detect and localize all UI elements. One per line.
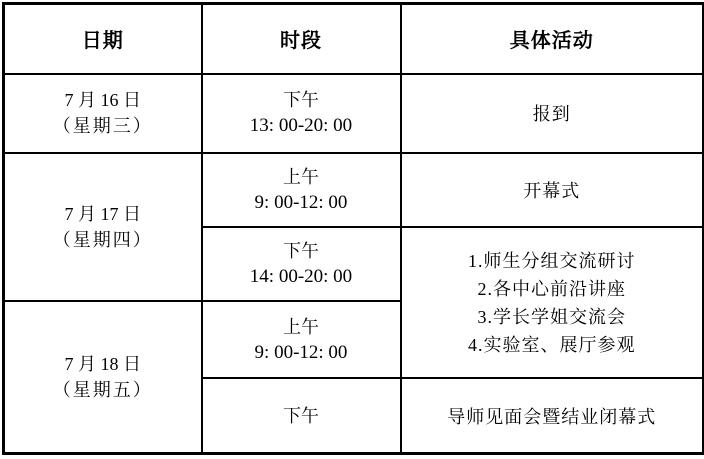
- activity-closing-label: 导师见面会暨结业闭幕式: [447, 406, 657, 427]
- date-jul18-line2: （星期五）: [52, 380, 153, 401]
- date-jul18-line1: 7 月 18 日: [64, 354, 141, 375]
- time-cell-jul16-pm: [202, 74, 401, 153]
- time-jul18-am-label: 上午: [283, 316, 319, 337]
- time-jul17-pm-label: 下午: [283, 241, 319, 262]
- activity-opening-label: 开幕式: [523, 180, 581, 201]
- row-jul16: [4, 74, 704, 153]
- header-date: 日期: [4, 4, 202, 74]
- activity-cell-closing: [401, 378, 704, 453]
- header-row: [4, 4, 704, 74]
- activity-item-4: 4.实验室、展厅参观: [468, 334, 636, 355]
- time-jul16-pm-range: 13: 00-20: 00: [249, 115, 353, 137]
- activity-item-1: 1.师生分组交流研讨: [468, 250, 636, 271]
- time-cell-jul18-am: [202, 301, 401, 378]
- date-jul16-line1: 7 月 16 日: [64, 90, 141, 111]
- date-jul17-line1: 7 月 17 日: [64, 203, 141, 224]
- time-jul18-pm-label: 下午: [283, 405, 319, 426]
- time-jul16-pm-label: 下午: [283, 90, 319, 111]
- header-time: 时段: [202, 4, 401, 74]
- date-cell-jul17: [4, 153, 202, 301]
- time-jul17-am-range: 9: 00-12: 00: [254, 191, 348, 213]
- schedule-table: [2, 2, 704, 455]
- date-cell-jul18: [4, 301, 202, 453]
- activity-item-3: 3.学长学姐交流会: [477, 306, 626, 327]
- time-cell-jul17-am: [202, 153, 401, 227]
- header-activity: 具体活动: [401, 4, 704, 74]
- date-jul16-line2: （星期三）: [52, 116, 153, 137]
- row-jul17-am: [4, 153, 704, 227]
- time-cell-jul17-pm: [202, 227, 401, 301]
- activity-item-2: 2.各中心前沿讲座: [477, 278, 626, 299]
- activity-cell-group-list: [401, 227, 704, 378]
- activity-cell-opening: [401, 153, 704, 227]
- date-cell-jul16: [4, 74, 202, 153]
- time-jul17-pm-range: 14: 00-20: 00: [249, 266, 353, 288]
- time-jul18-am-range: 9: 00-12: 00: [254, 341, 348, 363]
- activity-checkin-label: 报到: [532, 104, 571, 125]
- time-cell-jul18-pm: [202, 378, 401, 453]
- activity-cell-checkin: [401, 74, 704, 153]
- time-jul17-am-label: 上午: [283, 166, 319, 187]
- date-jul17-line2: （星期四）: [52, 229, 153, 250]
